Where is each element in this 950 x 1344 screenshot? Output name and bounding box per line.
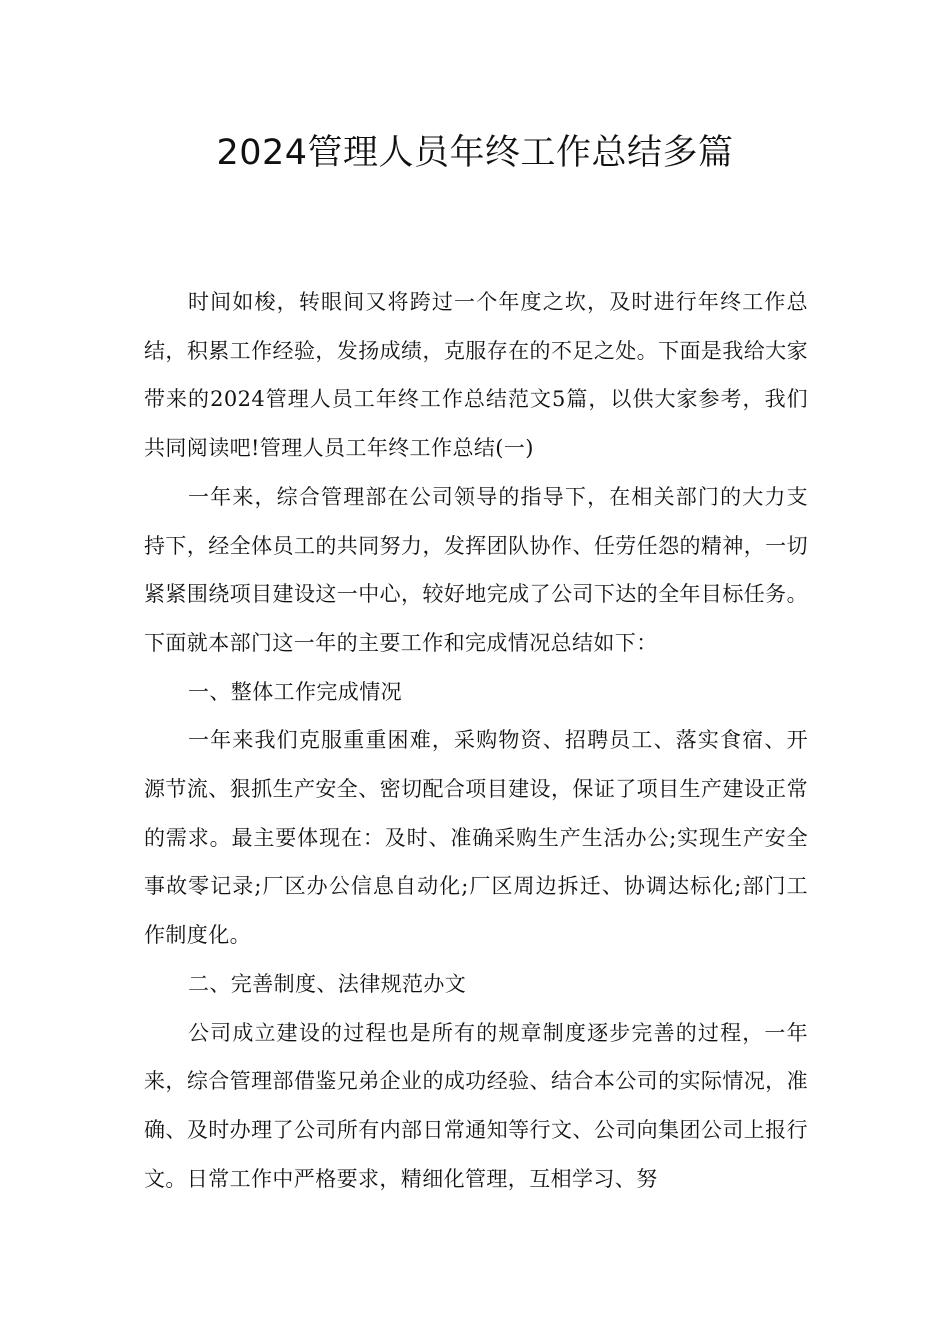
section-heading: 二、完善制度、法律规范办文 — [188, 971, 467, 996]
document-title: 2024管理人员年终工作总结多篇 — [216, 133, 734, 173]
body-paragraph: 一年来，综合管理部在公司领导的指导下，在相关部门的大力支持下，经全体员工的共同努力，发挥团队协作、任劳任怨的精神，一切紧紧围绕项目建设这一中心，较好地完成了公司下达的全年目标任务。下面就本部门这一年的主要工作和完成情况总结如下： — [144, 484, 808, 655]
document-body — [144, 278, 808, 1203]
body-paragraph: 公司成立建设的过程也是所有的规章制度逐步完善的过程，一年来，综合管理部借鉴兄弟企业的成功经验、结合本公司的实际情况，准确、及时办理了公司所有内部日常通知等行文、公司向集团公司上报行文。日常工作中严格要求，精细化管理，互相学习、努 — [144, 1020, 808, 1191]
section-heading: 一、整体工作完成情况 — [188, 679, 402, 704]
intro-paragraph: 时间如梭，转眼间又将跨过一个年度之坎，及时进行年终工作总结，积累工作经验，发扬成绩，克服存在的不足之处。下面是我给大家带来的2024管理人员工年终工作总结范文5篇，以供大家参考，我们共同阅读吧!管理人员工年终工作总结(一) — [144, 290, 808, 461]
body-paragraph: 一年来我们克服重重困难，采购物资、招聘员工、落实食宿、开源节流、狠抓生产安全、密切配合项目建设，保证了项目生产建设正常的需求。最主要体现在：及时、准确采购生产生活办公;实现生产安全事故零记录;厂区办公信息自动化;厂区周边拆迁、协调达标化;部门工作制度化。 — [144, 728, 808, 948]
